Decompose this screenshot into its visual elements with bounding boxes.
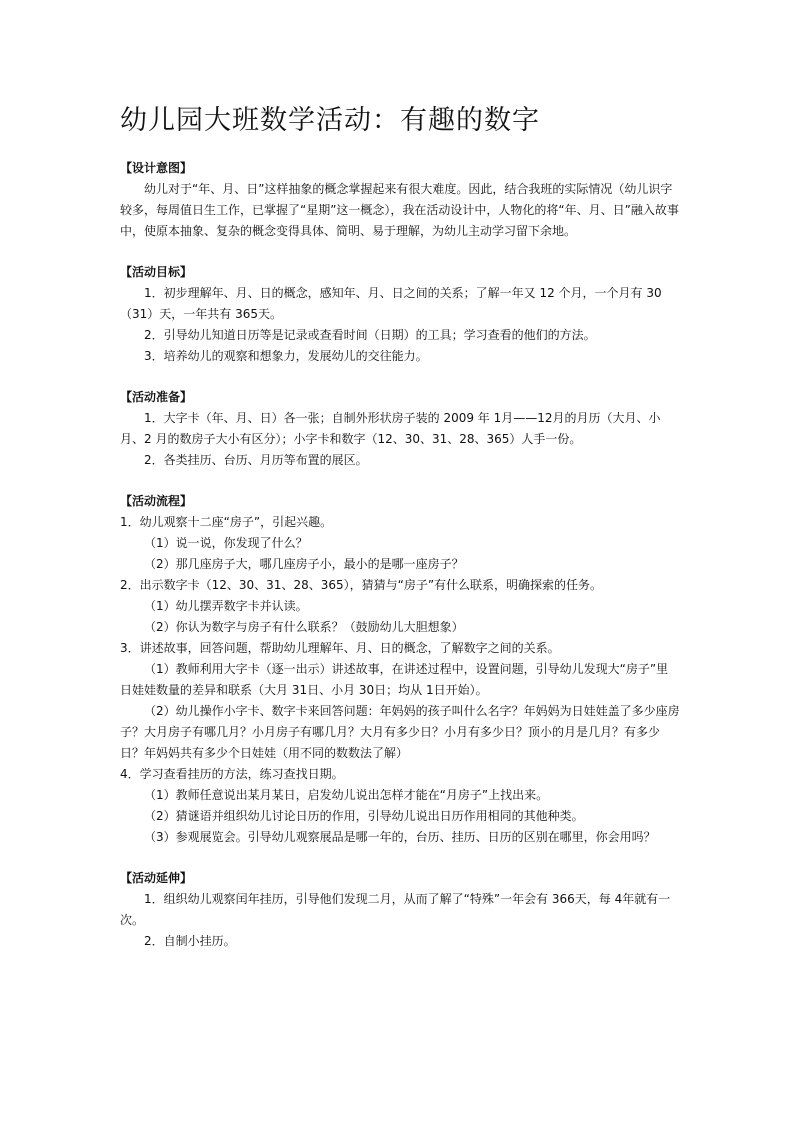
section-heading: 【活动目标】: [120, 265, 193, 279]
paragraph: （2）你认为数字与房子有什么联系？（鼓励幼儿大胆想象）: [144, 620, 464, 634]
paragraph: （2）猜谜语并组织幼儿讨论日历的作用，引导幼儿说出日历作用相同的其他种类。: [144, 809, 584, 823]
section-heading: 【活动准备】: [120, 390, 193, 404]
paragraph: （1）教师利用大字卡（逐一出示）讲述故事，在讲述过程中，设置问题，引导幼儿发现大“房子”里日娃娃数量的差异和联系（大月 31日、小月 30日；均从 1日开始）。: [120, 662, 669, 697]
paragraph: （1）教师任意说出某月某日，启发幼儿说出怎样才能在“月房子”上找出来。: [144, 788, 549, 802]
page-title: 幼儿园大班数学活动：有趣的数字: [120, 105, 540, 136]
paragraph: 2．各类挂历、台历、月历等布置的展区。: [144, 453, 368, 467]
paragraph: （2）幼儿操作小字卡、数字卡来回答问题：年妈妈的孩子叫什么名字？年妈妈为日娃娃盖了多少座房子？大月房子有哪几月？小月房子有哪几月？大月有多少日？小月有多少日？顶小的月是几月？有多少日？年妈妈共有多少个日娃娃（用不同的数数法了解）: [120, 704, 680, 760]
paragraph: （2）那几座房子大，哪几座房子小，最小的是哪一座房子？: [144, 557, 464, 571]
paragraph: 3．培养幼儿的观察和想象力，发展幼儿的交往能力。: [144, 349, 428, 363]
section-heading: 【设计意图】: [120, 161, 193, 175]
paragraph: 3．讲述故事，回答问题，帮助幼儿理解年、月、日的概念，了解数字之间的关系。: [120, 641, 560, 655]
paragraph: 1．幼儿观察十二座“房子”，引起兴趣。: [120, 515, 333, 529]
section: [120, 491, 680, 848]
section-heading: 【活动延伸】: [120, 871, 193, 885]
paragraph: 1．初步理解年、月、日的概念，感知年、月、日之间的关系；了解一年又 12 个月，一个月有 30（31）天，一年共有 365天。: [120, 286, 662, 321]
paragraph: 4．学习查看挂历的方法，练习查找日期。: [120, 767, 344, 781]
paragraph: 1．大字卡（年、月、日）各一张；自制外形状房子装的 2009 年 1月——12月的月历（大月、小月、2 月的数房子大小有区分）；小字卡和数字（12、30、31、28、365）人手一份。: [120, 411, 661, 446]
paragraph: 幼儿对于“年、月、日”这样抽象的概念掌握起来有很大难度。因此，结合我班的实际情况（幼儿识字较多，每周值日生工作，已掌握了“星期”这一概念），我在活动设计中，人物化的将“年、月、日”融入故事中，使原本抽象、复杂的概念变得具体、简明、易于理解，为幼儿主动学习留下余地。: [120, 182, 679, 238]
section: [120, 868, 680, 952]
section: [120, 387, 680, 471]
section-heading: 【活动流程】: [120, 494, 193, 508]
paragraph: 2．自制小挂历。: [144, 934, 236, 948]
section: [120, 158, 680, 242]
paragraph: 1．组织幼儿观察闰年挂历，引导他们发现二月，从而了解了“特殊”一年会有 366天，每 4年就有一次。: [120, 892, 671, 927]
document-body: [120, 158, 680, 972]
paragraph: （3）参观展览会。引导幼儿观察展品是哪一年的，台历、挂历、日历的区别在哪里，你会用吗？: [144, 830, 656, 844]
paragraph: 2．引导幼儿知道日历等是记录或查看时间（日期）的工具；学习查看的他们的方法。: [144, 328, 596, 342]
paragraph: （1）幼儿摆弄数字卡并认读。: [144, 599, 308, 613]
paragraph: （1）说一说，你发现了什么？: [144, 536, 308, 550]
paragraph: 2．出示数字卡（12、30、31、28、365），猜猜与“房子”有什么联系，明确探索的任务。: [120, 578, 603, 592]
section: [120, 262, 680, 367]
